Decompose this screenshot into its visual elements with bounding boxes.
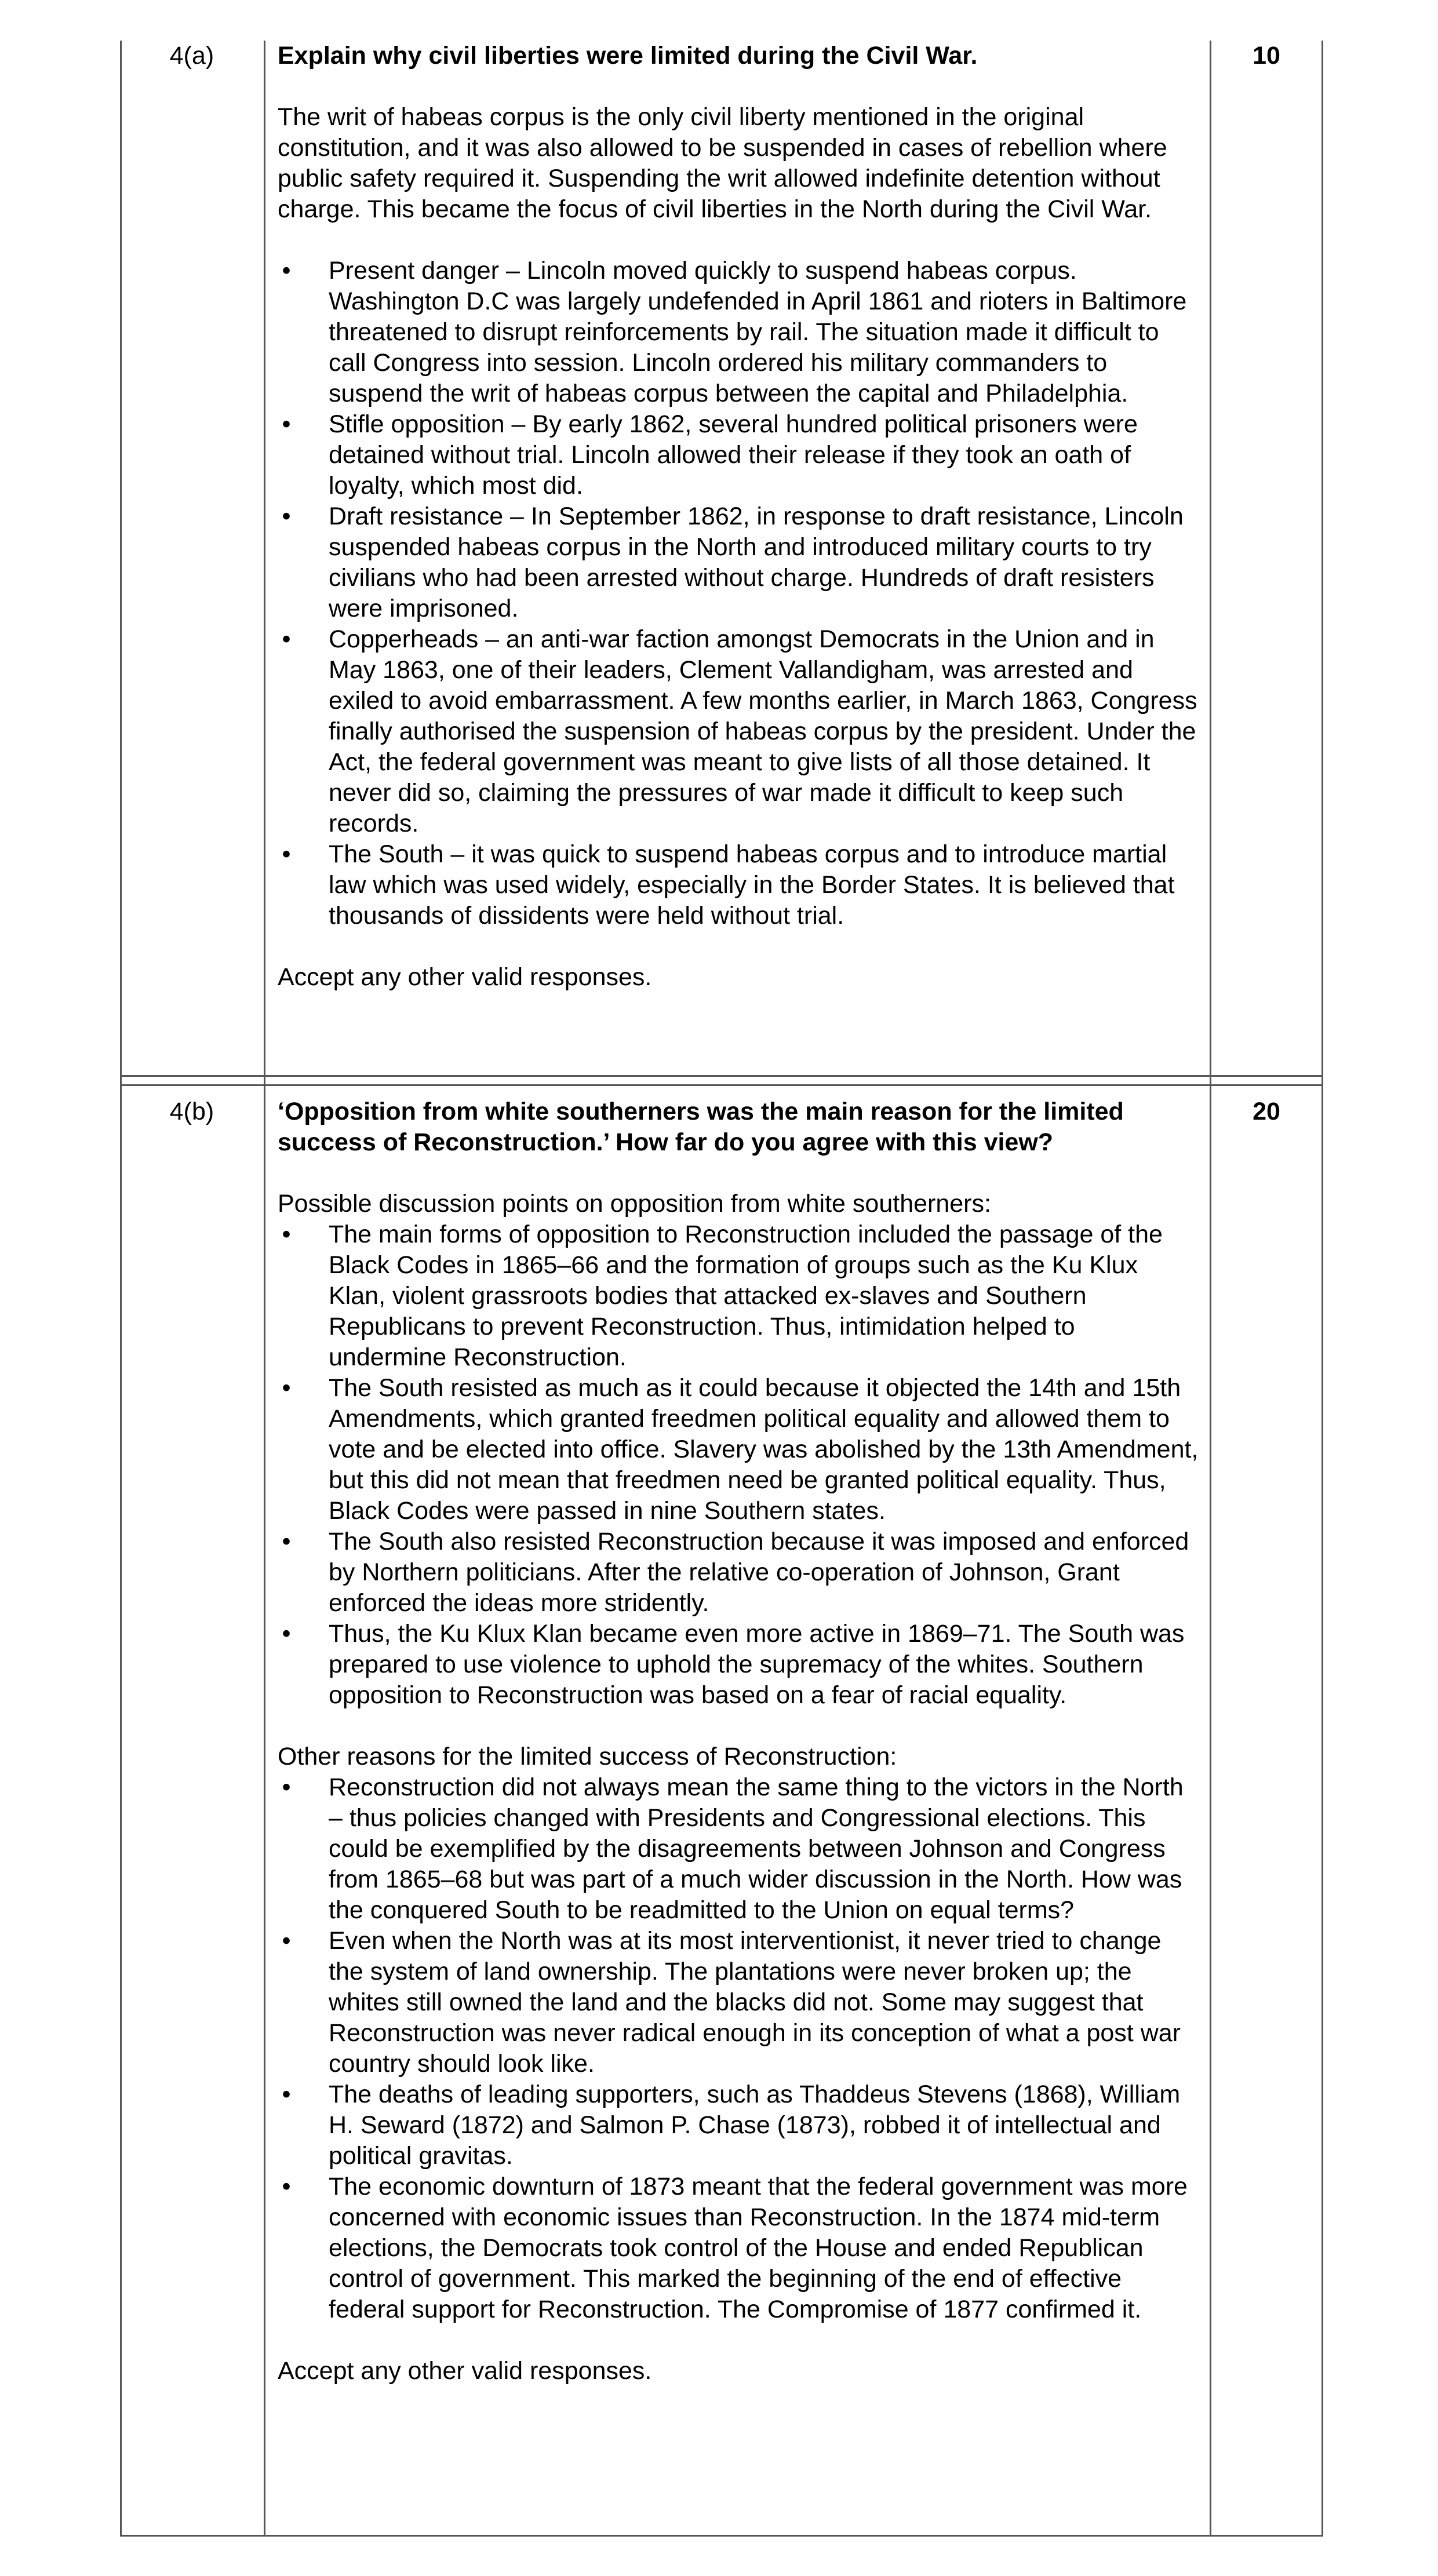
list-item: • The South resisted as much as it could because it objected the 14th and 15th Amendments, which granted freedmen political equality and allowed them to vote and be elected into office. Slavery was abolished by the 13th Amendment, but this did not mean that freedmen need be granted political equality. Thus, Black Codes were passed in nine Southern states. xyxy=(278,1373,1199,1526)
section-heading: Possible discussion points on opposition from white southerners: xyxy=(278,1190,991,1218)
question-text: ‘Opposition from white southerners was the main reason for the limited success of Reconstruction.’ How far do you agree with this view? xyxy=(278,1098,1124,1156)
question-number: 4(a) xyxy=(169,42,214,70)
list-item: • The South also resisted Reconstruction because it was imposed and enforced by Northern politicians. After the relative co-operation of Johnson, Grant enforced the ideas more stridently. xyxy=(278,1526,1199,1619)
closing-note: Accept any other valid responses. xyxy=(278,2357,652,2385)
bullet-icon: • xyxy=(282,1773,291,1801)
bullet-icon: • xyxy=(282,1220,291,1248)
bullet-list xyxy=(278,1219,1199,1711)
question-marks: 20 xyxy=(1253,1098,1280,1125)
bullet-icon: • xyxy=(282,257,291,285)
mark-scheme-table xyxy=(120,41,1323,2537)
table-row-4a xyxy=(120,41,1323,1075)
list-item: • The main forms of opposition to Reconstruction included the passage of the Black Codes in 1865–66 and the formation of groups such as the Ku Klux Klan, violent grassroots bodies that attacked ex-slaves and Southern Republicans to prevent Reconstruction. Thus, intimidation helped to undermine Reconstruction. xyxy=(278,1219,1199,1373)
answer-guidance xyxy=(278,41,1199,993)
list-item: • Reconstruction did not always mean the same thing to the victors in the North – thus policies changed with Presidents and Congressional elections. This could be exemplified by the disagreements between Johnson and Congress from 1865–68 but was part of a much wider discussion in the North. How was the conquered South to be readmitted to the Union on equal terms? xyxy=(278,1772,1199,1926)
list-item: • The deaths of leading supporters, such as Thaddeus Stevens (1868), William H. Seward (1872) and Salmon P. Chase (1873), robbed it of intellectual and political gravitas. xyxy=(278,2079,1199,2171)
bullet-icon: • xyxy=(282,502,291,530)
bullet-icon: • xyxy=(282,625,291,653)
bullet-icon: • xyxy=(282,840,291,868)
bullet-icon: • xyxy=(282,2173,291,2200)
list-item: • Draft resistance – In September 1862, in response to draft resistance, Lincoln suspended habeas corpus in the North and introduced military courts to try civilians who had been arrested without charge. Hundreds of draft resisters were imprisoned. xyxy=(278,501,1199,624)
table-border-bottom xyxy=(120,2535,1323,2537)
bullet-icon: • xyxy=(282,410,291,438)
row-separator-top-line xyxy=(120,1075,1323,1077)
list-item: • The economic downturn of 1873 meant that the federal government was more concerned with economic issues than Reconstruction. In the 1874 mid-term elections, the Democrats took control of the House and ended Republican control of government. This marked the beginning of the end of effective federal support for Reconstruction. The Compromise of 1877 confirmed it. xyxy=(278,2171,1199,2325)
bullet-icon: • xyxy=(282,2081,291,2108)
bullet-icon: • xyxy=(282,1374,291,1402)
list-item: • Present danger – Lincoln moved quickly to suspend habeas corpus. Washington D.C was largely undefended in April 1861 and rioters in Baltimore threatened to disrupt reinforcements by rail. The situation made it difficult to call Congress into session. Lincoln ordered his military commanders to suspend the writ of habeas corpus between the capital and Philadelphia. xyxy=(278,256,1199,409)
intro-paragraph: The writ of habeas corpus is the only civil liberty mentioned in the original constitution, and it was also allowed to be suspended in cases of rebellion where public safety required it. Suspending the writ allowed indefinite detention without charge. This became the focus of civil liberties in the North during the Civil War. xyxy=(278,103,1167,223)
list-item: • The South – it was quick to suspend habeas corpus and to introduce martial law which was used widely, especially in the Border States. It is believed that thousands of dissidents were held without trial. xyxy=(278,839,1199,931)
table-row-4b xyxy=(120,1086,1323,2535)
list-item: • Even when the North was at its most interventionist, it never tried to change the system of land ownership. The plantations were never broken up; the whites still owned the land and the blacks did not. Some may suggest that Reconstruction was never radical enough in its conception of what a post war country should look like. xyxy=(278,1926,1199,2079)
list-item: • Stifle opposition – By early 1862, several hundred political prisoners were detained without trial. Lincoln allowed their release if they took an oath of loyalty, which most did. xyxy=(278,409,1199,501)
bullet-icon: • xyxy=(282,1620,291,1648)
bullet-icon: • xyxy=(282,1528,291,1555)
section-heading: Other reasons for the limited success of Reconstruction: xyxy=(278,1743,897,1770)
list-item: • Thus, the Ku Klux Klan became even more active in 1869–71. The South was prepared to use violence to uphold the supremacy of the whites. Southern opposition to Reconstruction was based on a fear of racial equality. xyxy=(278,1619,1199,1711)
bullet-list xyxy=(278,1772,1199,2325)
bullet-icon: • xyxy=(282,1927,291,1955)
list-item: • Copperheads – an anti-war faction amongst Democrats in the Union and in May 1863, one of their leaders, Clement Vallandigham, was arrested and exiled to avoid embarrassment. A few months earlier, in March 1863, Congress finally authorised the suspension of habeas corpus by the president. Under the Act, the federal government was meant to give lists of all those detained. It never did so, claiming the pressures of war made it difficult to keep such records. xyxy=(278,624,1199,839)
question-text: Explain why civil liberties were limited during the Civil War. xyxy=(278,42,978,70)
answer-guidance xyxy=(278,1096,1199,2386)
bullet-list xyxy=(278,256,1199,931)
question-number: 4(b) xyxy=(169,1098,214,1125)
question-marks: 10 xyxy=(1253,42,1280,70)
closing-note: Accept any other valid responses. xyxy=(278,963,652,991)
